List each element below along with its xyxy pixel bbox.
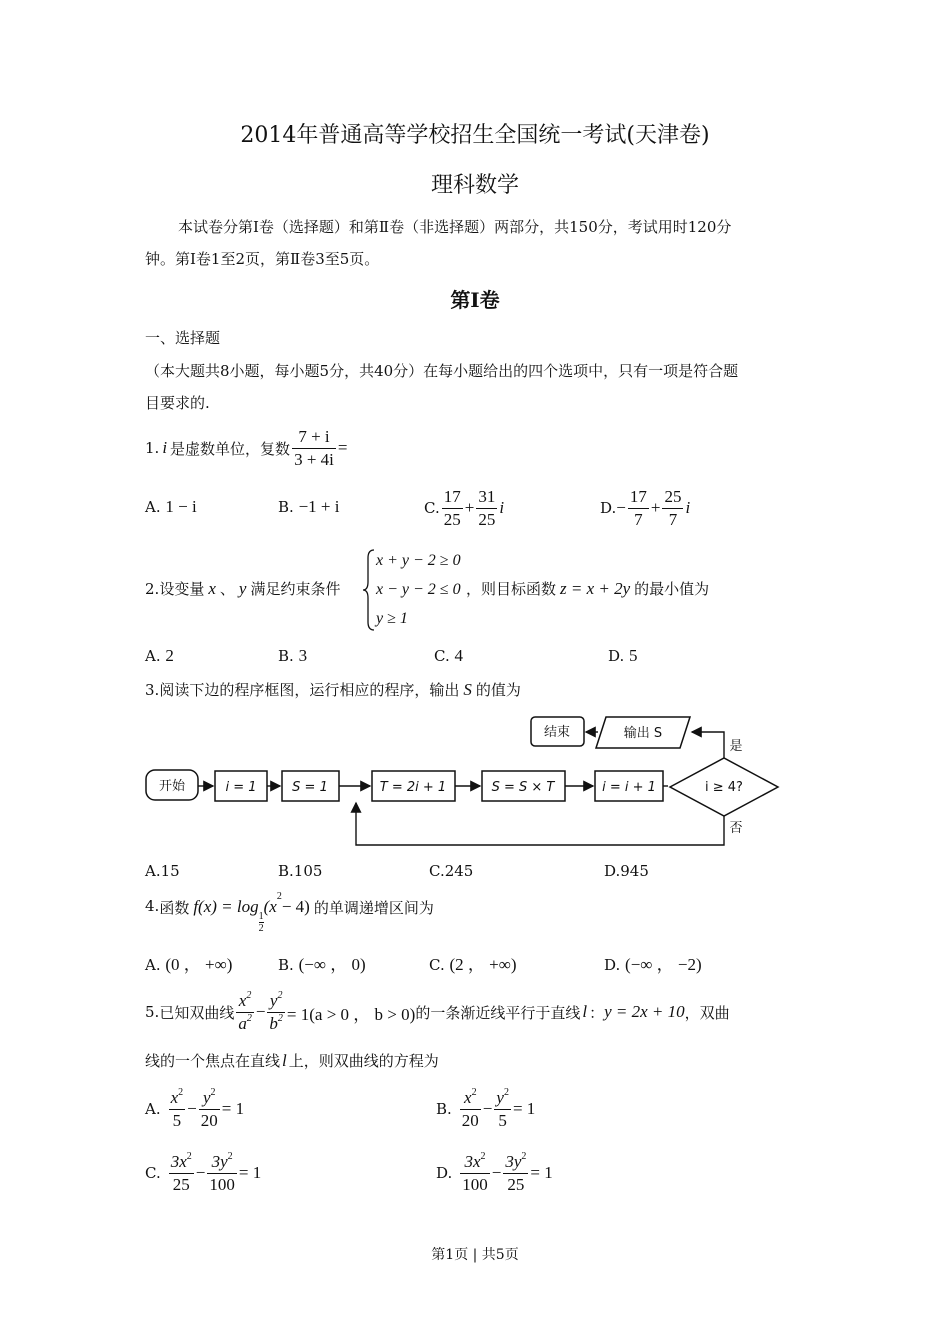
- question-4: 4. 函数 f(x) = log $\frac{1}{2}$ (x 2 − 4) 的单调递增区间为: [145, 891, 434, 934]
- q5-d2: b: [269, 1013, 278, 1033]
- section-note-2: 目要求的.: [145, 394, 210, 412]
- q4-b-value: (−∞ ， 0): [298, 955, 366, 974]
- q1-option-a: [145, 497, 197, 517]
- q2-y: y: [238, 578, 247, 598]
- q1-c-num1: 17: [442, 486, 463, 509]
- q4-c-value: (2 ， +∞): [449, 955, 517, 974]
- q5-option-c: C. $\frac{3x^2}{25}$ − $\frac{3y^2}{100}$ = 1: [145, 1150, 262, 1194]
- flow-yes-label: 是: [729, 739, 743, 754]
- q5-c-eq: = 1: [238, 1163, 262, 1182]
- q5-number: 5.: [145, 1003, 160, 1021]
- q1-option-d: [600, 484, 690, 532]
- q5-d-d2: 25: [507, 1174, 525, 1194]
- q4-d-label: D.: [604, 956, 621, 974]
- flow-start-label: 开始: [158, 779, 186, 794]
- q4-c-label: C.: [429, 956, 445, 974]
- q1-option-c: [424, 484, 504, 532]
- q5-pre: 已知双曲线: [159, 1003, 235, 1022]
- q5-d-eq: = 1: [530, 1163, 553, 1182]
- q5-b-d1: 20: [461, 1110, 479, 1130]
- q3-c-value: 245: [444, 862, 474, 880]
- q2-c-value: 4: [454, 646, 463, 665]
- q1-d-num1: 17: [628, 486, 649, 509]
- q3-d-label: D.: [604, 862, 621, 880]
- q5-cond: = 1(a > 0 ， b > 0): [286, 1004, 416, 1024]
- question-2-left: [145, 578, 340, 599]
- q2-d-label: D.: [608, 647, 625, 665]
- q5-d1: a: [238, 1013, 247, 1033]
- q1-text: 是虚数单位，复数: [170, 439, 291, 458]
- q5-line2-l: l: [282, 1050, 287, 1070]
- q1-eq: =: [337, 438, 348, 457]
- q5-c-n1-sup: 2: [186, 1150, 192, 1162]
- q5-d-n1: 3x: [464, 1151, 481, 1171]
- q4-arg: (x: [263, 897, 277, 916]
- q1-d-i: i: [685, 498, 691, 517]
- q1-frac-den: 3 + 4i: [294, 449, 334, 469]
- q4-number: 4.: [145, 897, 160, 915]
- q5-line2-pre: 线的一个焦点在直线: [145, 1052, 281, 1070]
- q5-n1-sup: 2: [246, 989, 252, 1001]
- q1-number: 1.: [145, 439, 160, 457]
- section-note-1: （本大题共8小题，每小题5分，共40分）在每小题给出的四个选项中，只有一项是符合题: [145, 362, 739, 380]
- q2-option-d: [608, 646, 638, 666]
- q1-d-num2: 25: [662, 486, 683, 509]
- flow-t-label: T = 2i + 1: [379, 780, 447, 795]
- q4-base-num: 1: [258, 911, 264, 922]
- q1-d-den1: 7: [634, 509, 643, 529]
- q5-option-d: D. $\frac{3x^2}{100}$ − $\frac{3y^2}{25}$ = 1: [436, 1150, 553, 1194]
- q1-c-num2: 31: [476, 486, 497, 509]
- q5-a-label: A.: [145, 1100, 161, 1118]
- q1-d-op: +: [650, 498, 661, 517]
- q5-d1-sup: 2: [246, 1012, 252, 1024]
- q5-tail: ，双曲: [684, 1003, 730, 1022]
- q4-fx: f(x) = log: [193, 897, 259, 916]
- q2-sep: 、: [219, 580, 235, 598]
- q1-d-den2: 7: [668, 509, 678, 529]
- page-footer: 第1页 | 共5页: [431, 1247, 519, 1263]
- q4-d-value: (−∞ ， −2): [625, 955, 702, 974]
- flow-cond-label: i ≥ 4?: [705, 780, 743, 795]
- q5-b-n2-sup: 2: [503, 1086, 509, 1098]
- q5-b-label: B.: [436, 1100, 452, 1118]
- q1-a-label: A.: [145, 498, 161, 516]
- q3-a-label: A.: [145, 862, 161, 880]
- q2-option-a: [145, 646, 174, 666]
- q3-text: 阅读下边的程序框图，运行相应的程序，输出: [159, 681, 460, 699]
- q2-b-label: B.: [278, 647, 294, 665]
- q3-var: S: [463, 679, 472, 699]
- q2-number: 2.: [145, 579, 160, 598]
- intro-line-1: 本试卷分第Ⅰ卷（选择题）和第Ⅱ卷（非选择题）两部分，共150分，考试用时120分: [178, 218, 732, 236]
- q3-c-label: C.: [429, 862, 445, 880]
- q2-post2: 的最小值为: [634, 580, 710, 598]
- q5-d2-sup: 2: [277, 1012, 283, 1024]
- q2-constraint-1: x + y − 2 ≥ 0: [376, 552, 461, 569]
- q5-a-d2: 20: [200, 1110, 218, 1130]
- q5-b-n1: x: [464, 1087, 472, 1107]
- flow-i-inc-label: i = i + 1: [602, 780, 656, 795]
- q5-c-n2: 3y: [211, 1151, 228, 1171]
- q2-b-value: 3: [298, 646, 308, 665]
- exam-subtitle: 理科数学: [430, 173, 519, 198]
- q5-c-n1: 3x: [170, 1151, 187, 1171]
- flow-no-label: 否: [729, 821, 743, 836]
- q5-d-n2: 3y: [505, 1151, 522, 1171]
- q2-brace: [362, 548, 376, 632]
- q5-option-a: A. $\frac{x^2}{5}$ − $\frac{y^2}{20}$ = 1: [145, 1086, 245, 1130]
- q2-option-c: [434, 646, 463, 666]
- q3-post: 的值为: [475, 681, 521, 699]
- q4-base-den: 2: [258, 923, 264, 934]
- q1-c-label: C.: [424, 499, 440, 517]
- q2-constraint-2: x − y − 2 ≤ 0: [376, 581, 461, 598]
- flow-output-label: 输出 S: [623, 726, 663, 741]
- q5-b-d2: 5: [498, 1110, 507, 1130]
- q5-b-eq: = 1: [512, 1099, 536, 1118]
- question-3: [145, 679, 521, 700]
- q5-a-n1-sup: 2: [178, 1086, 184, 1098]
- q2-constraints: [376, 546, 461, 633]
- flow-s1-label: S = 1: [292, 780, 328, 795]
- q4-option-d: [604, 950, 702, 975]
- q3-b-label: B.: [278, 862, 294, 880]
- q2-pre: 设变量: [159, 580, 205, 598]
- q1-var: i: [162, 438, 168, 457]
- q2-c-label: C.: [434, 647, 450, 665]
- q4-option-a: [145, 950, 232, 975]
- q4-a-label: A.: [145, 956, 161, 974]
- q2-constraint-3: y ≥ 1: [376, 610, 408, 627]
- q5-a-n2-sup: 2: [210, 1086, 216, 1098]
- q5-a-n2: y: [202, 1087, 211, 1107]
- exam-title: 2014年普通高等学校招生全国统一考试(天津卷): [240, 123, 710, 148]
- q1-b-label: B.: [278, 498, 294, 516]
- flow-s-update-label: S = S × T: [491, 780, 555, 795]
- q5-n2-sup: 2: [277, 989, 283, 1001]
- q3-a-value: 15: [160, 862, 180, 880]
- q5-c-n2-sup: 2: [227, 1150, 233, 1162]
- flowchart: [0, 700, 950, 860]
- q1-option-b: [278, 497, 339, 517]
- q1-fraction: [292, 426, 336, 471]
- question-5-line2: [145, 1050, 439, 1071]
- flow-i1-label: i = 1: [225, 780, 257, 795]
- q1-a-value: 1 − i: [165, 497, 197, 516]
- q4-a-value: (0 ， +∞): [165, 955, 233, 974]
- q5-d-n2-sup: 2: [521, 1150, 527, 1162]
- q1-d-sign: −: [616, 498, 626, 517]
- q2-a-value: 2: [165, 646, 174, 665]
- q5-line2-post: 上，则双曲线的方程为: [288, 1052, 439, 1070]
- q5-n2: y: [269, 990, 278, 1010]
- q1-frac-num: 7 + i: [292, 426, 336, 449]
- q2-d-value: 5: [629, 646, 638, 665]
- q1-c-den2: 25: [478, 509, 496, 529]
- question-2-right: [466, 578, 709, 599]
- q2-mid: 满足约束条件: [250, 580, 341, 598]
- q3-d-value: 945: [620, 862, 649, 880]
- q5-line: y = 2x + 10: [604, 1002, 685, 1021]
- q4-pre: 函数: [159, 899, 190, 917]
- q5-c-d1: 25: [172, 1174, 190, 1194]
- q4-post: 的单调递增区间为: [313, 899, 434, 917]
- q1-d-label: D.: [600, 499, 617, 517]
- q5-l: l: [582, 1002, 588, 1021]
- q5-option-b: B. $\frac{x^2}{20}$ − $\frac{y^2}{5}$ = 1: [436, 1086, 536, 1130]
- q3-option-a: [145, 862, 180, 880]
- q5-a-eq: = 1: [221, 1099, 245, 1118]
- q3-option-c: [429, 862, 473, 880]
- intro-line-2: 钟。第Ⅰ卷1至2页，第Ⅱ卷3至5页。: [145, 250, 380, 268]
- q5-d-n1-sup: 2: [480, 1150, 486, 1162]
- q2-a-label: A.: [145, 647, 161, 665]
- q4-option-b: [278, 950, 366, 975]
- q5-b-n1-sup: 2: [471, 1086, 477, 1098]
- q1-c-i: i: [499, 498, 505, 517]
- q3-option-b: [278, 862, 322, 880]
- q5-d-d1: 100: [462, 1174, 488, 1194]
- question-1: [145, 424, 347, 472]
- flow-end-label: 结束: [543, 725, 571, 740]
- q5-c-label: C.: [145, 1164, 161, 1182]
- q4-option-c: [429, 950, 517, 975]
- q5-b-n2: y: [496, 1087, 504, 1107]
- question-5: [145, 988, 730, 1036]
- q3-option-d: [604, 862, 649, 880]
- q2-func: z = x + 2y: [560, 578, 631, 598]
- q5-c-d2: 100: [209, 1174, 235, 1194]
- part-heading: 一、选择题: [145, 329, 221, 347]
- q1-c-op: +: [464, 498, 475, 517]
- q2-x: x: [208, 578, 216, 598]
- q2-option-b: [278, 646, 307, 666]
- q5-a-d1: 5: [172, 1110, 182, 1130]
- q5-minus: −: [255, 1002, 266, 1021]
- q5-d-label: D.: [436, 1164, 453, 1182]
- q1-b-value: −1 + i: [298, 497, 340, 516]
- q4-b-label: B.: [278, 956, 294, 974]
- q5-mid: 的一条渐近线平行于直线: [415, 1003, 581, 1022]
- q3-b-value: 105: [293, 862, 323, 880]
- q3-number: 3.: [145, 680, 160, 699]
- q2-post1: ，则目标函数: [466, 580, 557, 598]
- section-title: 第Ⅰ卷: [450, 288, 500, 312]
- q5-colon: ：: [589, 1003, 605, 1022]
- q5-a-n1: x: [170, 1087, 179, 1107]
- q4-arg-end: − 4): [281, 897, 310, 916]
- q5-n1: x: [238, 990, 247, 1010]
- q1-c-den1: 25: [443, 509, 461, 529]
